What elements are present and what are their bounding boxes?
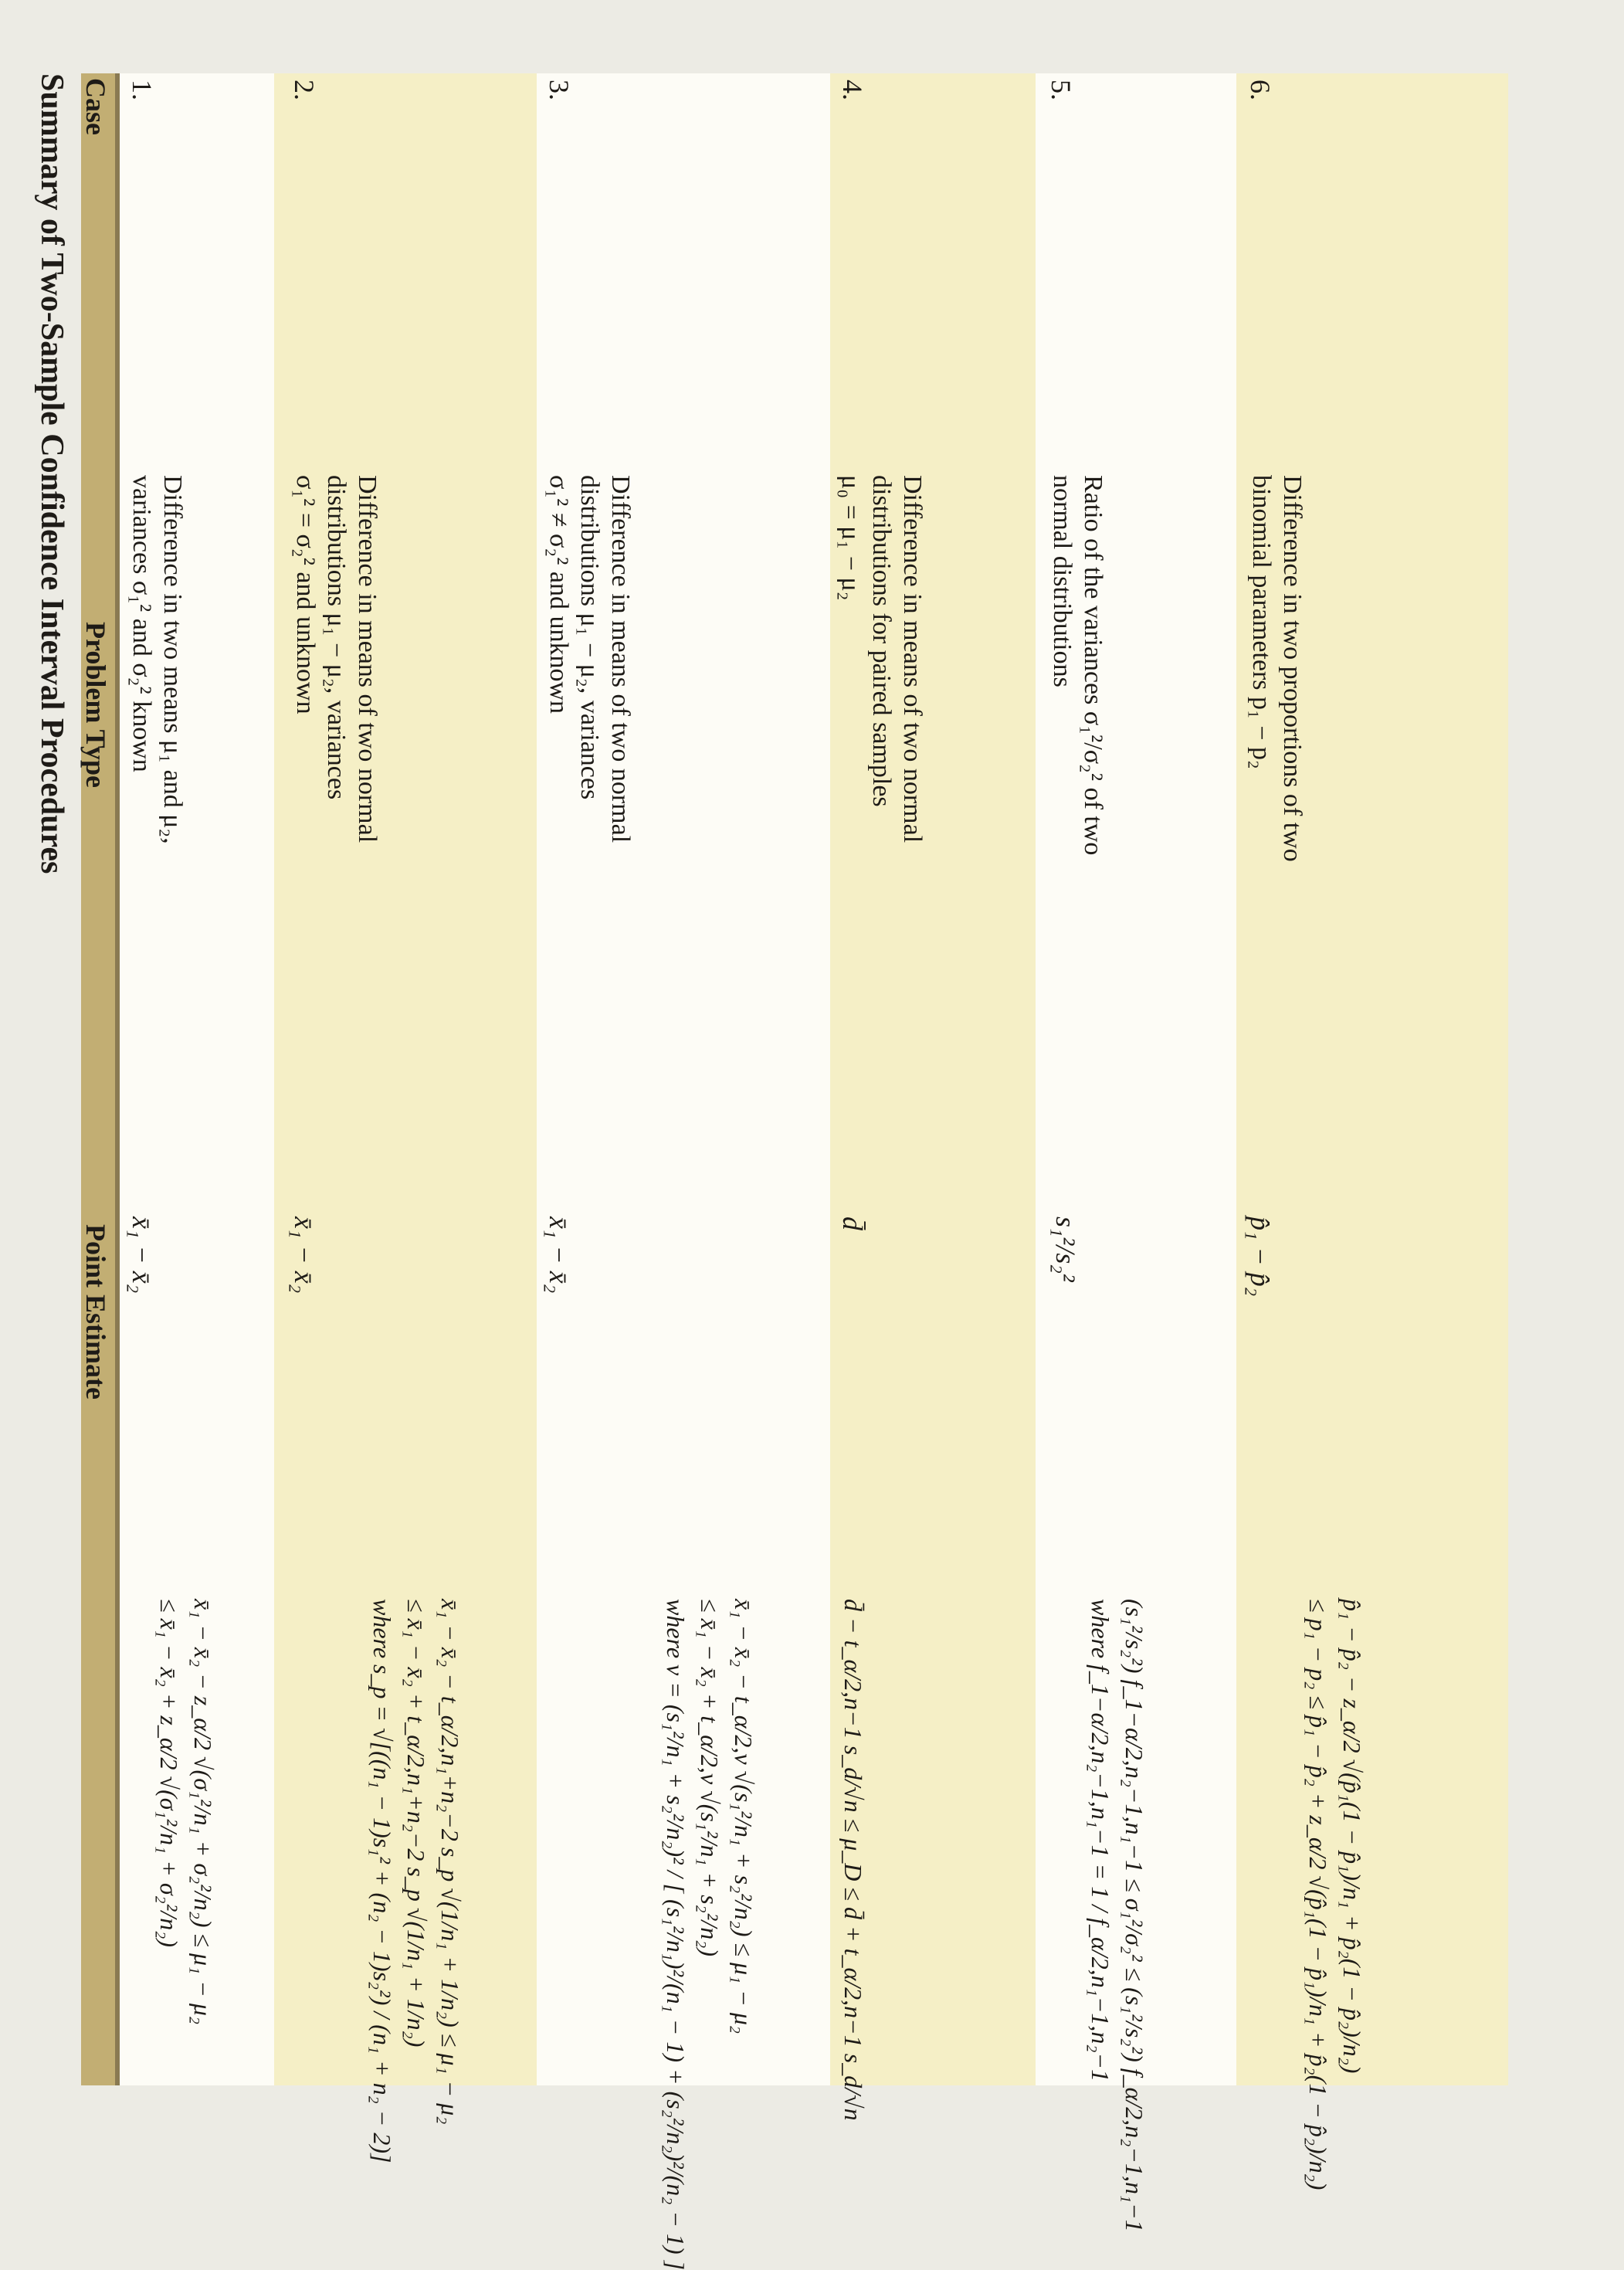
ci-line: ≤ x̄₁ − x̄₂ + t_α/2,v √(s₁²/n₁ + s₂²/n₂)	[696, 1599, 724, 1957]
ci-line: ≤ p₁ − p₂ ≤ p̂₁ − p̂₂ + z_α/2 √(p̂₁(1 − p̂₁)/n₁ + p̂₂(1 − p̂₂)/n₂)	[1304, 1599, 1332, 2190]
table-row-case-4	[830, 73, 1036, 2121]
problem-type-cell	[126, 475, 188, 844]
problem-line: Difference in means of two normal	[898, 475, 927, 843]
problem-line: distributions μ₁ − μ₂, variances	[575, 475, 604, 800]
confidence-interval-cell	[836, 1599, 870, 2121]
problem-type-cell	[543, 475, 636, 843]
summary-table	[80, 73, 1508, 2270]
header-problem-type: Problem Type	[80, 622, 111, 788]
ci-line: where s_p = √[((n₁ − 1)s₁² + (n₂ − 1)s₂²) / (n₁ + n₂ − 2)]	[368, 1599, 396, 2163]
problem-line: Difference in two means μ₁ and μ₂,	[158, 475, 187, 844]
table-row-case-6	[1236, 73, 1508, 2190]
header-case: Case	[80, 78, 111, 135]
document-title: Summary of Two-Sample Confidence Interval Procedures	[34, 73, 70, 874]
problem-line: Difference in two proportions of two	[1278, 475, 1307, 862]
problem-type-cell	[1246, 475, 1307, 862]
problem-line: σ₁² = σ₂² and unknown	[291, 475, 320, 714]
confidence-interval-cell	[1083, 1599, 1151, 2232]
ci-line: d̄ − t_α/2,n−1 s_d/√n ≤ μ_D ≤ d̄ + t_α/2,n−1 s_d/√n	[839, 1599, 867, 2121]
problem-line: Difference in means of two normal	[353, 475, 381, 843]
table-row-case-5	[1036, 73, 1236, 2232]
case-number: 5.	[1046, 80, 1076, 100]
case-number: 1.	[127, 80, 158, 100]
problem-type-cell	[835, 475, 927, 843]
case-number: 4.	[837, 80, 868, 100]
confidence-interval-cell	[1301, 1599, 1369, 2190]
problem-line: binomial parameters p₁ − p₂	[1247, 475, 1276, 769]
problem-line: σ₁² ≠ σ₂² and unknown	[544, 475, 573, 714]
problem-type-cell	[1046, 475, 1108, 855]
table-header	[81, 73, 115, 2085]
ci-line: where f_1−α/2,n₂−1,n₁−1 = 1 / f_α/2,n₁−1,n₂−1	[1087, 1599, 1114, 2082]
ci-line: (s₁²/s₂²) f_1−α/2,n₂−1,n₁−1 ≤ σ₁²/σ₂² ≤ (s₁²/s₂²) f_α/2,n₂−1,n₁−1	[1121, 1599, 1148, 2232]
table-row-case-2	[274, 73, 537, 2163]
confidence-interval-cell	[659, 1599, 761, 2270]
point-estimate-cell: x̄₁ − x̄₂	[544, 1216, 575, 1294]
ci-line: ≤ x̄₁ − x̄₂ + z_α/2 √(σ₁²/n₁ + σ₂²/n₂)	[155, 1599, 183, 1948]
point-estimate-cell: s₁²/s₂²	[1050, 1216, 1081, 1282]
case-number: 3.	[544, 80, 575, 100]
confidence-interval-cell	[365, 1599, 467, 2163]
point-estimate-cell: p̂₁ − p̂₂	[1245, 1216, 1276, 1297]
problem-type-cell	[290, 475, 382, 843]
ci-line: x̄₁ − x̄₂ − z_α/2 √(σ₁²/n₁ + σ₂²/n₂) ≤ μ₁ − μ₂	[189, 1599, 217, 2025]
problem-line: distributions μ₁ − μ₂, variances	[322, 475, 351, 800]
ci-line: ≤ x̄₁ − x̄₂ + t_α/2,n₁+n₂−2 s_p √(1/n₁ + 1/n₂)	[402, 1599, 430, 2048]
case-number: 2.	[289, 80, 320, 100]
point-estimate-cell: x̄₁ − x̄₂	[127, 1216, 158, 1294]
ci-line: x̄₁ − x̄₂ − t_α/2,v √(s₁²/n₁ + s₂²/n₂) ≤ μ₁ − μ₂	[730, 1599, 758, 2034]
problem-line: distributions for paired samples	[867, 475, 896, 807]
ci-line: p̂₁ − p̂₂ − z_α/2 √(p̂₁(1 − p̂₁)/n₁ + p̂₂(1 − p̂₂)/n₂)	[1338, 1599, 1366, 2074]
ci-line: x̄₁ − x̄₂ − t_α/2,n₁+n₂−2 s_p √(1/n₁ + 1/n₂) ≤ μ₁ − μ₂	[436, 1599, 464, 2125]
problem-line: Difference in means of two normal	[606, 475, 635, 843]
point-estimate-cell: x̄₁ − x̄₂	[289, 1216, 320, 1294]
problem-line: μ₀ = μ₁ − μ₂	[836, 475, 865, 601]
ci-line: where v = (s₁²/n₁ + s₂²/n₂)² / [ (s₁²/n₁)²/(n₁ − 1) + (s₂²/n₂)²/(n₂ − 1) ]	[662, 1599, 690, 2270]
case-number: 6.	[1245, 80, 1276, 100]
problem-line: normal distributions	[1048, 475, 1076, 687]
problem-line: variances σ₁² and σ₂² known	[127, 475, 156, 772]
problem-line: Ratio of the variances σ₁²/σ₂² of two	[1079, 475, 1107, 856]
table-row-case-1	[120, 73, 274, 2085]
point-estimate-cell: d̄	[837, 1216, 868, 1230]
confidence-interval-cell	[152, 1599, 220, 2024]
header-point-estimate: Point Estimate	[80, 1224, 111, 1400]
table-row-case-3	[537, 73, 830, 2270]
